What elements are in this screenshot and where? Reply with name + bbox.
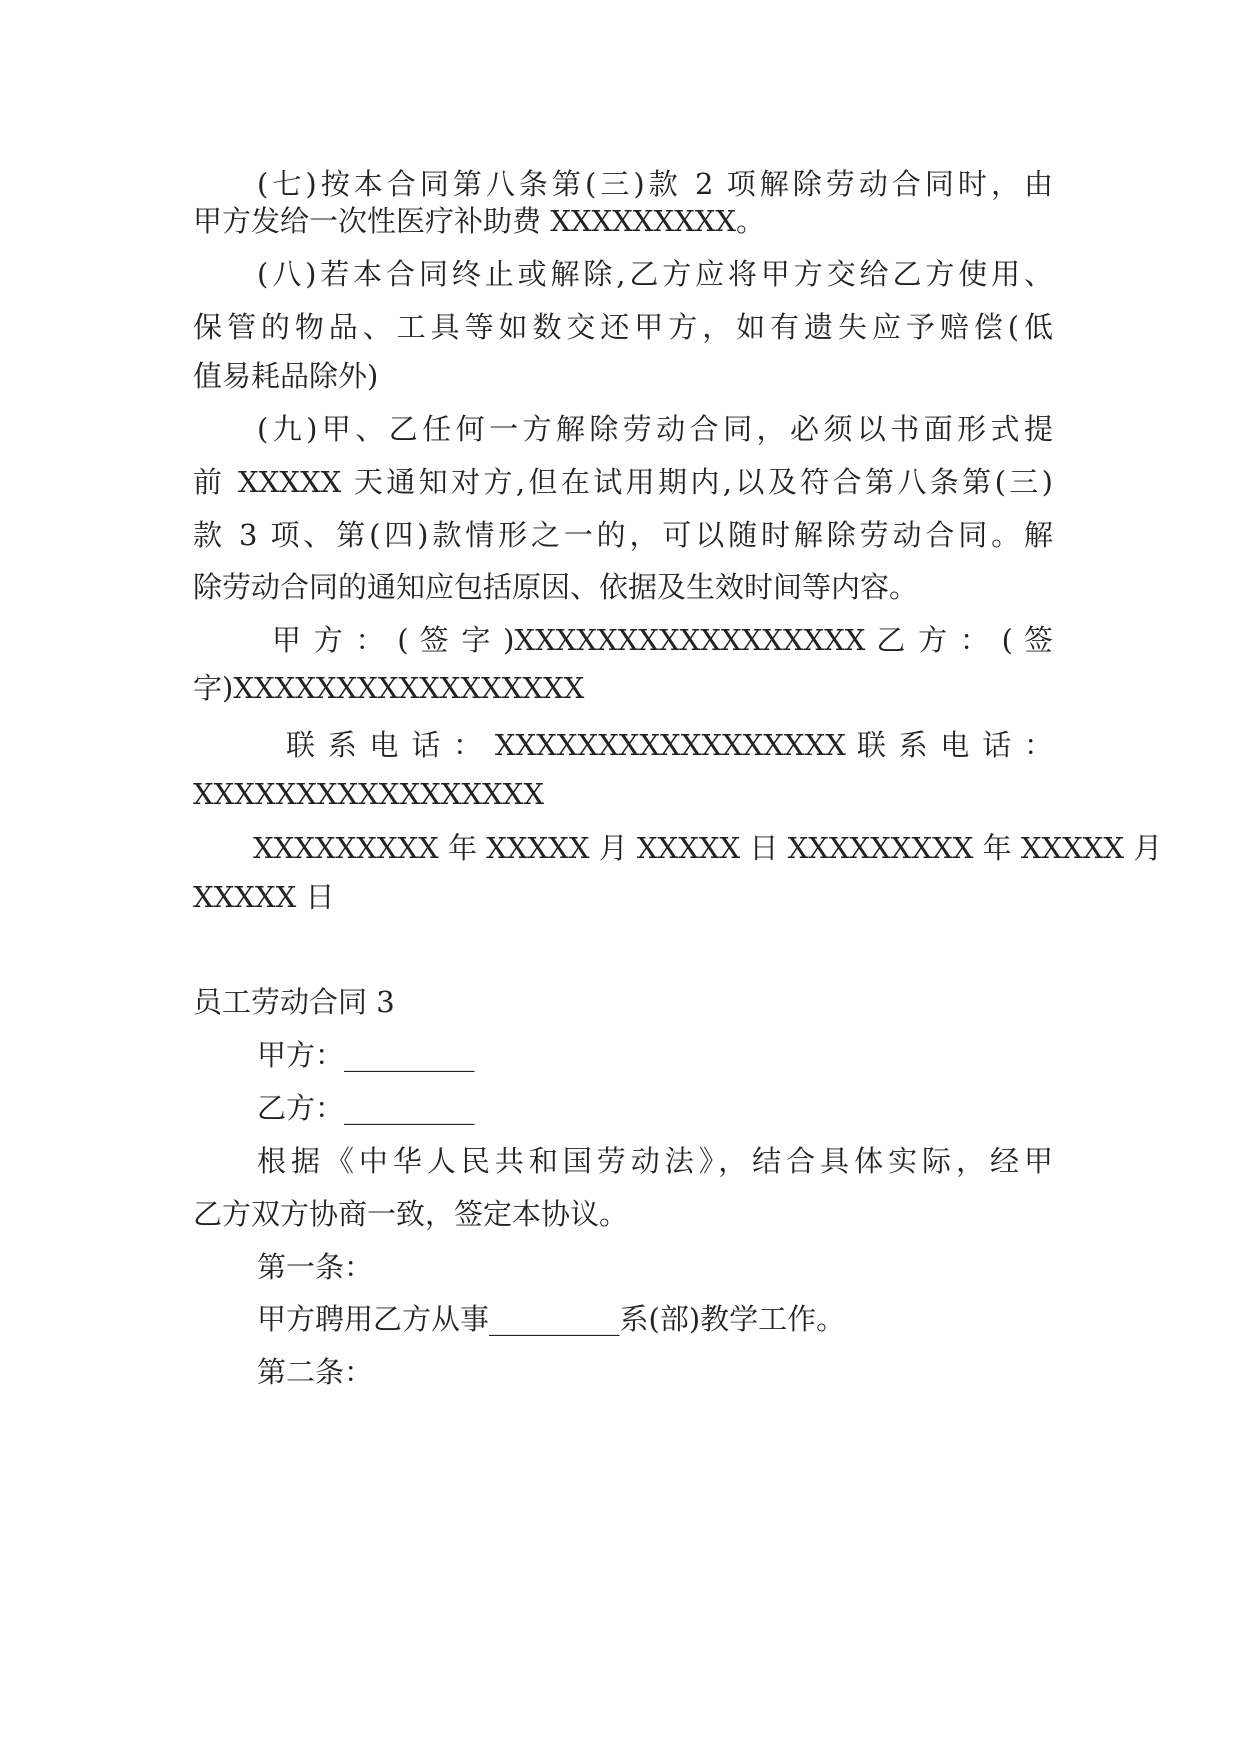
clause-7-line-1: (七)按本合同第八条第(三)款 2 项解除劳动合同时，由 [257,167,1053,201]
clause-9-line-2: 前 XXXXX 天通知对方,但在试用期内,以及符合第八条第(三) [193,465,1053,499]
party-b-field: 乙方：_________ [257,1091,475,1125]
clause-8-line-1: (八)若本合同终止或解除,乙方应将甲方交给乙方使用、 [257,257,1053,291]
section-title: 员工劳动合同 3 [193,985,395,1019]
clause-7-line-2: 甲方发给一次性医疗补助费 XXXXXXXXX。 [193,204,766,238]
phone-line-1: 联 系 电 话 ： XXXXXXXXXXXXXXXXX 联 系 电 话 ： [286,728,1053,762]
clause-9-line-4: 除劳动合同的通知应包括原因、依据及生效时间等内容。 [193,570,919,604]
signature-line-1: 甲 方 ： ( 签 字 )XXXXXXXXXXXXXXXXX 乙 方 ： ( 签 [272,623,1053,657]
article-1-body: 甲方聘用乙方从事_________系(部)教学工作。 [257,1302,846,1336]
party-a-field: 甲方：_________ [257,1038,475,1072]
date-line-2: XXXXX 日 [193,880,335,914]
clause-9-line-1: (九)甲、乙任何一方解除劳动合同，必须以书面形式提 [257,412,1053,446]
article-1-heading: 第一条： [257,1250,374,1284]
clause-8-line-2: 保管的物品、工具等如数交还甲方，如有遗失应予赔偿(低 [193,310,1053,344]
preamble-line-2: 乙方双方协商一致，签定本协议。 [193,1197,629,1231]
clause-8-line-3: 值易耗品除外) [193,359,379,393]
phone-line-2: XXXXXXXXXXXXXXXXX [193,777,544,811]
signature-line-2: 字)XXXXXXXXXXXXXXXXX [193,671,585,705]
preamble-line-1: 根据《中华人民共和国劳动法》，结合具体实际，经甲 [257,1144,1053,1178]
article-2-heading: 第二条： [257,1355,374,1389]
date-line-1: XXXXXXXXX 年 XXXXX 月 XXXXX 日 XXXXXXXXX 年 XXXXX 月 [253,831,1163,865]
clause-9-line-3: 款 3 项、第(四)款情形之一的，可以随时解除劳动合同。解 [193,518,1053,552]
